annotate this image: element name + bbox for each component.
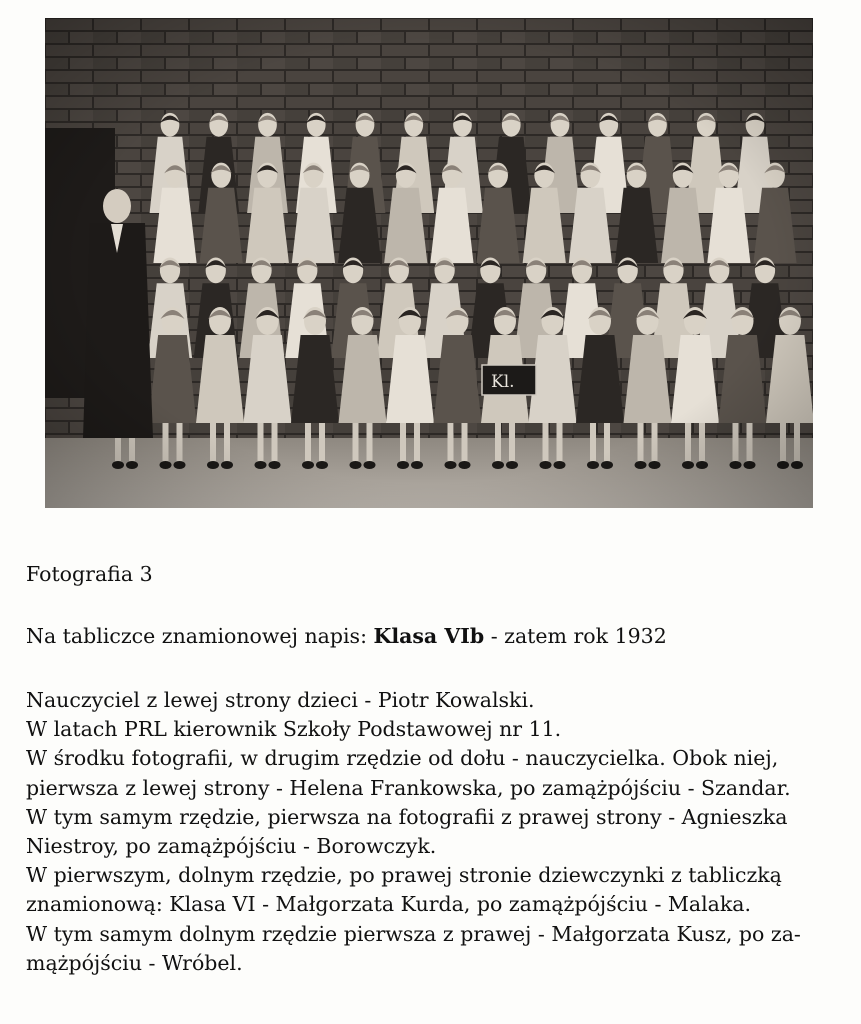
sign-year: - zatem rok 1932 (484, 624, 667, 648)
caption-line: W tym samym rzędzie, pierwsza na fotografii z prawej strony - Agnieszka (26, 804, 788, 829)
caption-line: W pierwszym, dolnym rzędzie, po prawej stronie dziewczynki z tabliczką (26, 863, 782, 888)
sign-class-name: Klasa VIb (373, 624, 485, 648)
class-photograph (45, 18, 813, 508)
photo-title: Fotografia 3 (26, 562, 153, 586)
caption-line: mążpójściu - Wróbel. (26, 950, 243, 975)
caption-line: W środku fotografii, w drugim rzędzie od dołu - nauczycielka. Obok niej, (26, 746, 779, 771)
caption-line: W latach PRL kierownik Szkoły Podstawowej nr 11. (26, 717, 562, 742)
caption-body (26, 686, 801, 978)
sign-prefix: Na tabliczce znamionowej napis: (26, 624, 374, 648)
caption-line: W tym samym dolnym rzędzie pierwsza z prawej - Małgorzata Kusz, po za- (26, 921, 801, 946)
photo-illustration (45, 18, 813, 508)
caption-line: Nauczyciel z lewej strony dzieci - Piotr Kowalski. (26, 688, 535, 712)
caption-line: pierwsza z lewej strony - Helena Frankowska, po zamążpójściu - Szandar. (26, 775, 791, 800)
caption-line: znamionową: Klasa VI - Małgorzata Kurda, po zamążpójściu - Malaka. (26, 892, 752, 917)
sign-description (26, 624, 667, 648)
caption-line: Niestroy, po zamążpójściu - Borowczyk. (26, 834, 437, 859)
